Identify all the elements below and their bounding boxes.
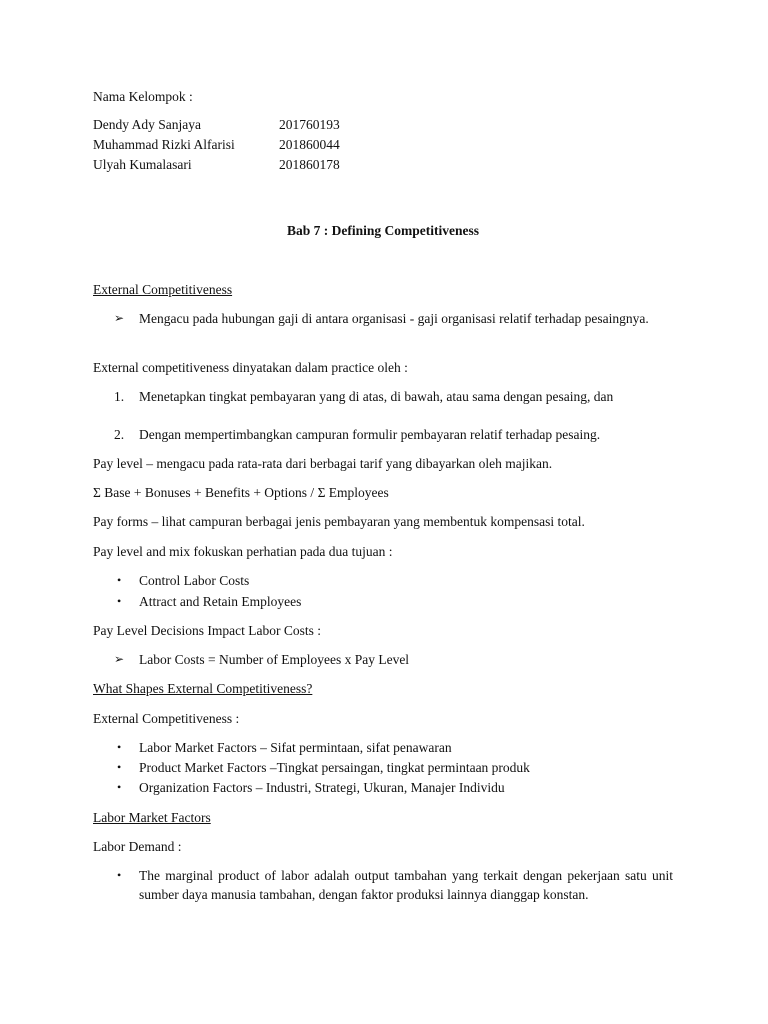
list-number: 1. xyxy=(114,389,125,404)
group-label: Nama Kelompok : xyxy=(93,89,193,104)
member-name: Muhammad Rizki Alfarisi xyxy=(93,137,235,152)
decisions-intro: Pay Level Decisions Impact Labor Costs : xyxy=(93,623,321,638)
bullet-icon: • xyxy=(117,868,122,882)
member-name: Ulyah Kumalasari xyxy=(93,157,192,172)
member-list xyxy=(93,115,340,175)
list-item xyxy=(93,592,673,611)
goal-item: Control Labor Costs xyxy=(139,573,250,588)
member-row xyxy=(93,135,340,155)
marginal-product-text: The marginal product of labor adalah output tambahan yang terkait dengan pekerjaan satu unit sumber daya manusia tambahan, dengan faktor produksi lainnya dianggap konstan. xyxy=(139,868,673,902)
list-item xyxy=(93,650,673,669)
member-row xyxy=(93,115,340,135)
member-name: Dendy Ady Sanjaya xyxy=(93,117,201,132)
list-number: 2. xyxy=(114,427,125,442)
mix-intro: Pay level and mix fokuskan perhatian pada dua tujuan : xyxy=(93,544,393,559)
bullet-icon: • xyxy=(117,740,122,754)
goal-item: Attract and Retain Employees xyxy=(139,594,302,609)
list-item xyxy=(93,758,673,777)
pay-forms-definition: Pay forms – lihat campuran berbagai jenis pembayaran yang membentuk kompensasi total. xyxy=(93,514,585,529)
section-heading-shapes: What Shapes External Competitiveness? xyxy=(93,681,313,696)
bullet-icon: • xyxy=(117,594,122,608)
bullet-icon: • xyxy=(117,760,122,774)
member-id: 201860178 xyxy=(279,157,340,172)
list-item xyxy=(93,309,673,328)
practice-item: Dengan mempertimbangkan campuran formulir pembayaran relatif terhadap pesaing. xyxy=(139,427,601,442)
pay-level-formula: Σ Base + Bonuses + Benefits + Options / Σ Employees xyxy=(93,485,389,500)
labor-costs-formula: Labor Costs = Number of Employees x Pay Level xyxy=(139,652,410,667)
factor-item: Product Market Factors –Tingkat persaingan, tingkat permintaan produk xyxy=(139,760,530,775)
arrow-bullet-icon: ➢ xyxy=(114,311,125,325)
member-row xyxy=(93,155,340,175)
bullet-icon: • xyxy=(117,573,122,587)
list-item xyxy=(93,387,673,406)
list-item xyxy=(93,866,673,904)
list-item xyxy=(93,778,673,797)
section-heading-external: External Competitiveness xyxy=(93,282,233,297)
list-item xyxy=(93,738,673,757)
external-competitiveness-label: External Competitiveness : xyxy=(93,711,240,726)
list-item xyxy=(93,425,673,444)
labor-demand-label: Labor Demand : xyxy=(93,839,182,854)
definition-text: Mengacu pada hubungan gaji di antara organisasi - gaji organisasi relatif terhadap pesaingnya. xyxy=(139,311,649,326)
member-id: 201860044 xyxy=(279,137,340,152)
factor-item: Organization Factors – Industri, Strategi, Ukuran, Manajer Individu xyxy=(139,780,505,795)
list-item xyxy=(93,571,673,590)
arrow-bullet-icon: ➢ xyxy=(114,652,125,666)
practice-intro: External competitiveness dinyatakan dalam practice oleh : xyxy=(93,360,408,375)
bullet-icon: • xyxy=(117,780,122,794)
section-heading-labor-market: Labor Market Factors xyxy=(93,810,211,825)
pay-level-definition: Pay level – mengacu pada rata-rata dari berbagai tarif yang dibayarkan oleh majikan. xyxy=(93,456,553,471)
practice-item: Menetapkan tingkat pembayaran yang di atas, di bawah, atau sama dengan pesaing, dan xyxy=(139,389,614,404)
member-id: 201760193 xyxy=(279,117,340,132)
chapter-title: Bab 7 : Defining Competitiveness xyxy=(287,223,479,238)
factor-item: Labor Market Factors – Sifat permintaan, sifat penawaran xyxy=(139,740,452,755)
